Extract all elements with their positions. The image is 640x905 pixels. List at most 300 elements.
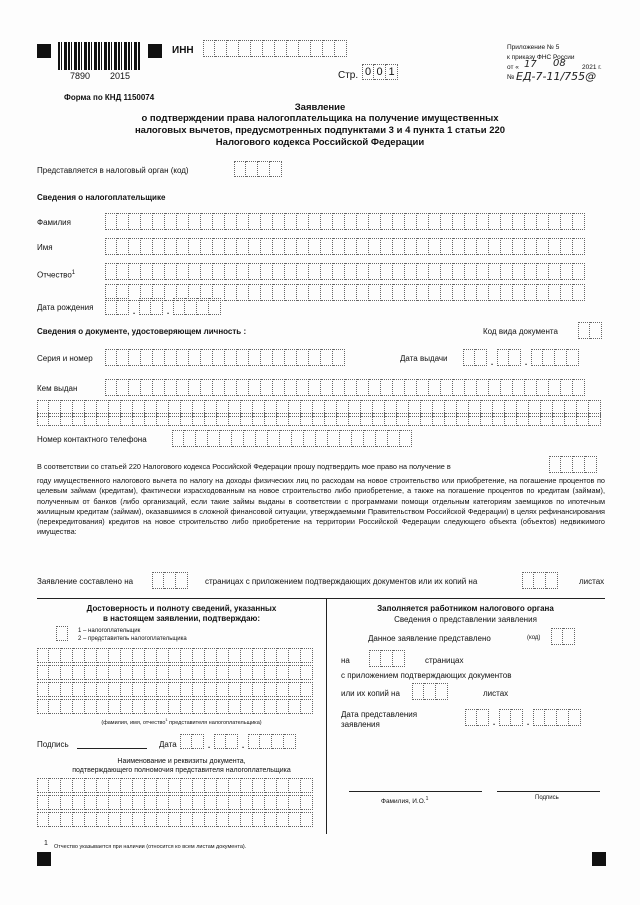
comb-cell bbox=[169, 682, 181, 697]
comb-cell bbox=[328, 430, 340, 447]
comb-cell bbox=[297, 379, 309, 396]
comb-cell bbox=[193, 682, 205, 697]
comb-cell bbox=[145, 699, 157, 714]
comb-cell bbox=[169, 699, 181, 714]
signature-label: Подпись bbox=[37, 740, 69, 749]
comb-cell bbox=[393, 284, 405, 301]
comb-cell bbox=[157, 648, 169, 663]
comb-cell bbox=[261, 213, 273, 230]
comb-cell bbox=[289, 795, 301, 810]
staff-sign-line[interactable] bbox=[497, 791, 600, 792]
page-digit: 0 bbox=[374, 64, 386, 80]
tax-authority-field[interactable] bbox=[234, 161, 282, 177]
comb-cell bbox=[109, 778, 121, 793]
comb-cell bbox=[565, 413, 577, 426]
comb-cell bbox=[201, 238, 213, 255]
comb-cell bbox=[301, 778, 313, 793]
comb-cell bbox=[477, 379, 489, 396]
comb-cell bbox=[477, 263, 489, 280]
comb-cell bbox=[465, 379, 477, 396]
comb-cell bbox=[225, 238, 237, 255]
comb-cell bbox=[165, 263, 177, 280]
copies-on-label: или их копий на bbox=[341, 689, 400, 698]
comb-cell bbox=[249, 379, 261, 396]
comb-cell bbox=[337, 413, 349, 426]
comb-cell bbox=[513, 263, 525, 280]
representative-fio-field-3[interactable] bbox=[37, 682, 313, 697]
comb-cell bbox=[321, 349, 333, 366]
comb-cell bbox=[549, 284, 561, 301]
attachments-count-field[interactable] bbox=[522, 572, 558, 589]
request-paragraph: году имущественного налогового вычета по налогу на доходы физических лиц по расходам на новое строительство или приобретение, на погашение процентов по целевым займам (кредитам), фактически израсходованным на новое строительство либо приобретение, а также на погашение процентов по кредитам (займам), полученным от банков (либо организаций, если такие займы выданы в соответствии с программами помощи отдельным категориям заемщиков по ипотечным жилищным кредитам (займам), оказавшимся в сложной финансовой ситуации, утверждаемыми Правительством Российской Федерации) в целях рефинансирования (перекредитования) кредитов на новое строительство либо приобретение на территории Российской Федерации следующего объекта (объектов) недвижимого имущества: bbox=[37, 476, 605, 537]
pages-word: страницах bbox=[425, 656, 464, 665]
comb-cell bbox=[549, 238, 561, 255]
staff-fio-caption-text: Фамилия, И.О. bbox=[381, 798, 426, 806]
comb-cell bbox=[217, 682, 229, 697]
comb-cell bbox=[417, 263, 429, 280]
representative-fio-field-4[interactable] bbox=[37, 699, 313, 714]
fio-caption-b: представителя налогоплательщика) bbox=[167, 719, 262, 726]
comb-cell bbox=[133, 795, 145, 810]
comb-cell bbox=[181, 778, 193, 793]
comb-cell bbox=[157, 682, 169, 697]
comb-cell bbox=[253, 795, 265, 810]
comb-cell bbox=[289, 665, 301, 680]
date-separator: . bbox=[207, 737, 211, 751]
comb-cell bbox=[229, 648, 241, 663]
comb-cell bbox=[117, 238, 129, 255]
comb-cell bbox=[309, 284, 321, 301]
comb-cell bbox=[117, 213, 129, 230]
comb-cell bbox=[265, 778, 277, 793]
comb-cell bbox=[549, 213, 561, 230]
comb-cell bbox=[561, 284, 573, 301]
comb-cell bbox=[268, 430, 280, 447]
comb-cell bbox=[357, 379, 369, 396]
comb-cell bbox=[145, 648, 157, 663]
comb-cell bbox=[121, 795, 133, 810]
comb-cell bbox=[121, 699, 133, 714]
comb-cell bbox=[253, 778, 265, 793]
comb-cell bbox=[73, 795, 85, 810]
comb-cell bbox=[289, 778, 301, 793]
comb-cell bbox=[225, 349, 237, 366]
comb-cell bbox=[256, 430, 268, 447]
comb-cell bbox=[201, 263, 213, 280]
confirm-title-2: в настоящем заявлении, подтверждаю: bbox=[102, 614, 261, 623]
comb-cell bbox=[189, 238, 201, 255]
comb-cell bbox=[369, 379, 381, 396]
comb-cell bbox=[133, 665, 145, 680]
comb-cell bbox=[381, 238, 393, 255]
comb-cell bbox=[489, 284, 501, 301]
staff-sheets-field[interactable] bbox=[412, 683, 448, 700]
comb-cell bbox=[169, 778, 181, 793]
comb-cell bbox=[316, 430, 328, 447]
comb-cell bbox=[49, 778, 61, 793]
comb-cell bbox=[237, 213, 249, 230]
comb-cell bbox=[537, 213, 549, 230]
name-field[interactable] bbox=[105, 238, 585, 255]
comb-cell bbox=[201, 349, 213, 366]
comb-cell bbox=[181, 812, 193, 827]
comb-cell bbox=[133, 648, 145, 663]
inn-label: ИНН bbox=[172, 45, 194, 56]
appendix-day: 17 bbox=[524, 59, 537, 70]
staff-date-label-2: заявления bbox=[341, 720, 380, 729]
comb-cell bbox=[285, 263, 297, 280]
proxy-doc-title-2: подтверждающего полномочия представителя налогоплательщика bbox=[72, 767, 291, 774]
comb-cell bbox=[109, 648, 121, 663]
comb-cell bbox=[177, 213, 189, 230]
comb-cell bbox=[133, 778, 145, 793]
comb-cell bbox=[513, 213, 525, 230]
birth-date-field[interactable] bbox=[105, 298, 221, 315]
comb-cell bbox=[301, 812, 313, 827]
series-number-field[interactable] bbox=[105, 349, 345, 366]
comb-cell bbox=[349, 413, 361, 426]
comb-cell bbox=[109, 812, 121, 827]
comb-cell bbox=[129, 238, 141, 255]
comb-cell bbox=[277, 665, 289, 680]
comb-cell bbox=[213, 213, 225, 230]
staff-date-field[interactable] bbox=[465, 709, 581, 726]
comb-cell bbox=[229, 665, 241, 680]
comb-cell bbox=[97, 812, 109, 827]
comb-cell bbox=[61, 778, 73, 793]
inn-field[interactable] bbox=[203, 40, 347, 57]
comb-cell bbox=[249, 284, 261, 301]
doc-type-code-field[interactable] bbox=[578, 322, 602, 339]
comb-cell bbox=[273, 379, 285, 396]
comb-cell bbox=[513, 284, 525, 301]
comb-cell bbox=[345, 238, 357, 255]
staff-pages-field[interactable] bbox=[369, 650, 405, 667]
comb-cell bbox=[225, 284, 237, 301]
comb-cell bbox=[405, 238, 417, 255]
comb-cell bbox=[85, 682, 97, 697]
comb-cell bbox=[189, 379, 201, 396]
comb-cell bbox=[321, 213, 333, 230]
comb-cell bbox=[129, 349, 141, 366]
comb-cell bbox=[373, 413, 385, 426]
comb-cell bbox=[345, 263, 357, 280]
comb-cell bbox=[196, 430, 208, 447]
comb-cell bbox=[121, 812, 133, 827]
comb-cell bbox=[157, 795, 169, 810]
comb-cell bbox=[205, 665, 217, 680]
comb-cell bbox=[400, 430, 412, 447]
comb-cell bbox=[217, 413, 229, 426]
comb-cell bbox=[157, 699, 169, 714]
comb-cell bbox=[121, 778, 133, 793]
comb-cell bbox=[145, 665, 157, 680]
comb-cell bbox=[105, 379, 117, 396]
comb-cell bbox=[441, 379, 453, 396]
comb-cell bbox=[549, 379, 561, 396]
phone-field[interactable] bbox=[172, 430, 412, 447]
comb-cell bbox=[357, 213, 369, 230]
comb-cell bbox=[273, 349, 285, 366]
form-code: Форма по КНД 1150074 bbox=[64, 93, 155, 102]
comb-cell bbox=[261, 379, 273, 396]
comb-cell bbox=[537, 238, 549, 255]
comb-cell bbox=[573, 284, 585, 301]
comb-cell bbox=[333, 263, 345, 280]
with-docs-label: с приложением подтверждающих документов bbox=[341, 671, 512, 680]
comb-cell bbox=[265, 413, 277, 426]
pages-middle: страницах с приложением подтверждающих документов или их копий на bbox=[205, 577, 478, 586]
surname-field[interactable] bbox=[105, 213, 585, 230]
comb-cell bbox=[369, 238, 381, 255]
comb-cell bbox=[265, 648, 277, 663]
id-document-section-title: Сведения о документе, удостоверяющем личность : bbox=[37, 327, 247, 336]
comb-cell bbox=[37, 699, 49, 714]
comb-cell bbox=[201, 213, 213, 230]
signer-option-2: 2 – представитель налогоплательщика bbox=[78, 636, 187, 642]
comb-cell bbox=[244, 430, 256, 447]
doc-type-code-label: Код вида документа bbox=[483, 327, 558, 336]
comb-cell bbox=[285, 349, 297, 366]
comb-cell bbox=[121, 665, 133, 680]
comb-cell bbox=[441, 284, 453, 301]
page-number-field[interactable] bbox=[362, 64, 398, 80]
corner-marker-top-mid bbox=[148, 44, 162, 58]
date-separator: . bbox=[241, 737, 245, 751]
comb-cell bbox=[213, 349, 225, 366]
patronymic-field-1[interactable] bbox=[105, 263, 585, 280]
comb-cell bbox=[153, 213, 165, 230]
comb-cell bbox=[561, 263, 573, 280]
comb-cell bbox=[169, 812, 181, 827]
comb-cell bbox=[205, 413, 217, 426]
comb-cell bbox=[85, 648, 97, 663]
comb-cell bbox=[85, 665, 97, 680]
comb-cell bbox=[217, 778, 229, 793]
appendix-line2: к приказу ФНС России bbox=[507, 54, 575, 61]
comb-cell bbox=[193, 778, 205, 793]
comb-cell bbox=[261, 238, 273, 255]
comb-cell bbox=[513, 379, 525, 396]
comb-cell bbox=[301, 682, 313, 697]
representative-fio-field-2[interactable] bbox=[37, 665, 313, 680]
comb-cell bbox=[573, 379, 585, 396]
comb-cell bbox=[237, 263, 249, 280]
comb-cell bbox=[109, 665, 121, 680]
comb-cell bbox=[285, 213, 297, 230]
date-separator: . bbox=[166, 303, 170, 317]
date-label: Дата bbox=[159, 740, 177, 749]
pages-suffix: листах bbox=[579, 577, 605, 586]
comb-cell bbox=[261, 349, 273, 366]
comb-cell bbox=[189, 213, 201, 230]
comb-cell bbox=[205, 778, 217, 793]
comb-cell bbox=[429, 238, 441, 255]
comb-cell bbox=[289, 648, 301, 663]
comb-cell bbox=[465, 213, 477, 230]
comb-cell bbox=[133, 682, 145, 697]
comb-cell bbox=[333, 284, 345, 301]
comb-cell bbox=[325, 413, 337, 426]
comb-cell bbox=[141, 238, 153, 255]
comb-cell bbox=[309, 349, 321, 366]
comb-cell bbox=[177, 263, 189, 280]
comb-cell bbox=[153, 379, 165, 396]
comb-cell bbox=[309, 379, 321, 396]
comb-cell bbox=[73, 682, 85, 697]
comb-cell bbox=[225, 213, 237, 230]
comb-cell bbox=[249, 213, 261, 230]
issued-by-field-1[interactable] bbox=[105, 379, 585, 396]
comb-cell bbox=[181, 795, 193, 810]
staff-fio-line[interactable] bbox=[349, 791, 482, 792]
comb-cell bbox=[97, 795, 109, 810]
comb-cell bbox=[37, 665, 49, 680]
comb-cell bbox=[301, 795, 313, 810]
comb-cell bbox=[433, 413, 445, 426]
comb-cell bbox=[409, 413, 421, 426]
comb-cell bbox=[49, 648, 61, 663]
comb-cell bbox=[117, 349, 129, 366]
fio-caption-sup: 1 bbox=[165, 717, 168, 722]
comb-cell bbox=[501, 238, 513, 255]
comb-cell bbox=[181, 665, 193, 680]
comb-cell bbox=[153, 349, 165, 366]
proxy-doc-title-1: Наименование и реквизиты документа, bbox=[117, 758, 246, 765]
tax-authority-label: Представляется в налоговый орган (код) bbox=[37, 166, 189, 175]
comb-cell bbox=[133, 699, 145, 714]
comb-cell bbox=[229, 778, 241, 793]
issue-date-field[interactable] bbox=[463, 349, 579, 366]
comb-cell bbox=[229, 682, 241, 697]
staff-section-title: Заполняется работником налогового органа bbox=[377, 604, 554, 613]
comb-cell bbox=[205, 795, 217, 810]
comb-cell bbox=[589, 413, 601, 426]
comb-cell bbox=[309, 238, 321, 255]
comb-cell bbox=[193, 699, 205, 714]
comb-cell bbox=[177, 238, 189, 255]
fio-caption bbox=[37, 718, 326, 726]
comb-cell bbox=[501, 213, 513, 230]
comb-cell bbox=[477, 238, 489, 255]
comb-cell bbox=[261, 263, 273, 280]
comb-cell bbox=[49, 413, 61, 426]
pages-count-field[interactable] bbox=[152, 572, 188, 589]
comb-cell bbox=[165, 238, 177, 255]
comb-cell bbox=[273, 238, 285, 255]
comb-cell bbox=[85, 413, 97, 426]
title-line1: Заявление bbox=[294, 102, 346, 113]
comb-cell bbox=[85, 778, 97, 793]
comb-cell bbox=[537, 263, 549, 280]
comb-cell bbox=[73, 812, 85, 827]
comb-cell bbox=[141, 263, 153, 280]
date-separator: . bbox=[492, 714, 496, 728]
sign-date-field[interactable] bbox=[180, 734, 296, 749]
year-field[interactable] bbox=[549, 456, 597, 473]
appendix-year: 2021 г. bbox=[582, 64, 602, 71]
submission-code-field[interactable] bbox=[551, 628, 575, 645]
comb-cell bbox=[109, 795, 121, 810]
signer-type-field[interactable] bbox=[56, 626, 68, 641]
surname-label: Фамилия bbox=[37, 218, 71, 227]
name-label: Имя bbox=[37, 243, 53, 252]
comb-cell bbox=[220, 430, 232, 447]
comb-cell bbox=[253, 648, 265, 663]
comb-cell bbox=[364, 430, 376, 447]
comb-cell bbox=[469, 413, 481, 426]
comb-cell bbox=[561, 213, 573, 230]
taxpayer-section-title: Сведения о налогоплательщике bbox=[37, 193, 166, 202]
comb-cell bbox=[517, 413, 529, 426]
comb-cell bbox=[301, 648, 313, 663]
comb-cell bbox=[85, 812, 97, 827]
corner-marker-top-left bbox=[37, 44, 51, 58]
comb-cell bbox=[493, 413, 505, 426]
issued-by-field-3[interactable] bbox=[37, 413, 601, 426]
signature-line[interactable] bbox=[77, 748, 147, 749]
date-separator: . bbox=[526, 714, 530, 728]
comb-cell bbox=[333, 349, 345, 366]
section-top-rule bbox=[37, 598, 605, 599]
comb-cell bbox=[309, 263, 321, 280]
comb-cell bbox=[393, 213, 405, 230]
comb-cell bbox=[205, 812, 217, 827]
page-digit: 1 bbox=[386, 64, 398, 80]
comb-cell bbox=[273, 213, 285, 230]
proxy-doc-field-1[interactable] bbox=[37, 778, 313, 793]
comb-cell bbox=[189, 349, 201, 366]
comb-cell bbox=[453, 238, 465, 255]
comb-cell bbox=[297, 349, 309, 366]
proxy-doc-field-2[interactable] bbox=[37, 795, 313, 810]
issue-date-label: Дата выдачи bbox=[400, 354, 448, 363]
comb-cell bbox=[145, 682, 157, 697]
comb-cell bbox=[453, 263, 465, 280]
appendix-number-prefix: № bbox=[507, 74, 515, 81]
comb-cell bbox=[169, 665, 181, 680]
comb-cell bbox=[49, 665, 61, 680]
comb-cell bbox=[49, 682, 61, 697]
comb-cell bbox=[181, 413, 193, 426]
comb-cell bbox=[421, 413, 433, 426]
comb-cell bbox=[73, 699, 85, 714]
representative-fio-field-1[interactable] bbox=[37, 648, 313, 663]
comb-cell bbox=[85, 699, 97, 714]
comb-cell bbox=[289, 699, 301, 714]
comb-cell bbox=[417, 238, 429, 255]
comb-cell bbox=[333, 238, 345, 255]
comb-cell bbox=[385, 413, 397, 426]
comb-cell bbox=[501, 379, 513, 396]
comb-cell bbox=[393, 379, 405, 396]
comb-cell bbox=[37, 413, 49, 426]
comb-cell bbox=[201, 379, 213, 396]
comb-cell bbox=[457, 413, 469, 426]
staff-date-label-1: Дата представления bbox=[341, 710, 418, 719]
comb-cell bbox=[573, 238, 585, 255]
comb-cell bbox=[265, 699, 277, 714]
comb-cell bbox=[297, 263, 309, 280]
comb-cell bbox=[541, 413, 553, 426]
comb-cell bbox=[381, 213, 393, 230]
proxy-doc-field-3[interactable] bbox=[37, 812, 313, 827]
comb-cell bbox=[277, 699, 289, 714]
comb-cell bbox=[465, 238, 477, 255]
patronymic-label bbox=[37, 270, 75, 280]
appendix-line1: Приложение № 5 bbox=[507, 44, 560, 51]
comb-cell bbox=[49, 699, 61, 714]
